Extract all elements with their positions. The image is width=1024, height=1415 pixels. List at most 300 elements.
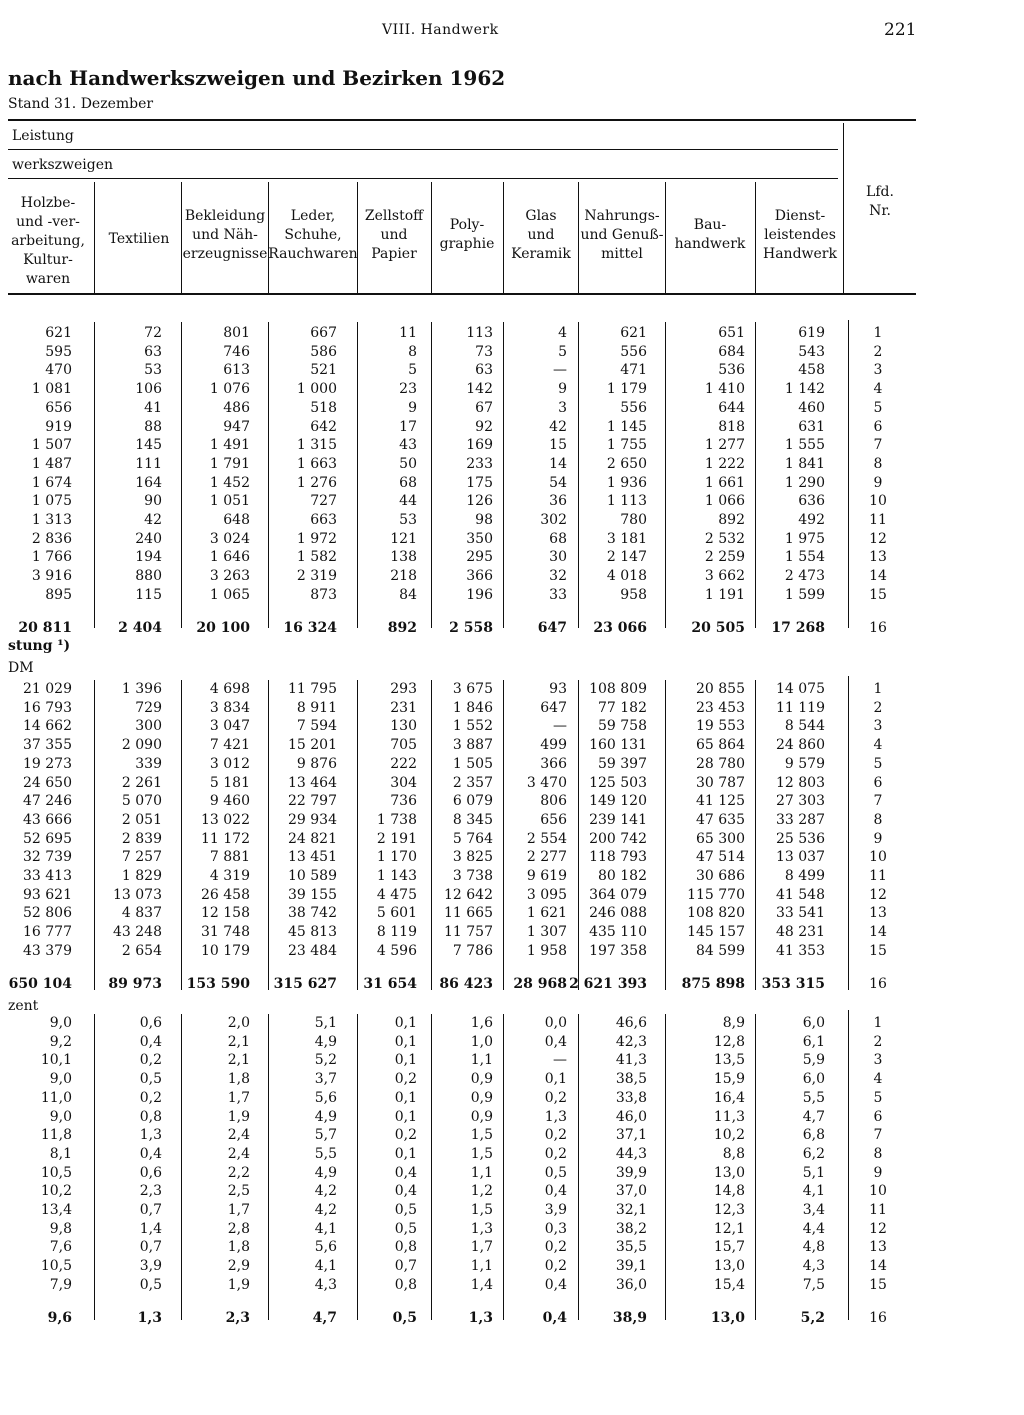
table-cell: 121	[390, 531, 417, 547]
table-cell: 1 143	[376, 868, 417, 884]
table-cell: 492	[798, 512, 825, 528]
table-row	[0, 474, 1024, 493]
column-header	[175, 207, 275, 264]
table-cell: 29 934	[288, 812, 337, 828]
table-cell: 0,6	[139, 1015, 162, 1031]
table-cell: 9,6	[47, 1310, 72, 1326]
table-cell: 919	[45, 419, 72, 435]
table-cell: 14	[549, 456, 567, 472]
table-cell: 13 037	[776, 849, 825, 865]
table-cell: 486	[223, 400, 250, 416]
table-cell: 1,7	[227, 1090, 250, 1106]
table-cell: 38,5	[615, 1071, 647, 1087]
table-cell: 9 876	[296, 756, 337, 772]
table-cell: 35,5	[615, 1239, 647, 1255]
table-cell: 218	[390, 568, 417, 584]
table-cell: 130	[390, 718, 417, 734]
table-row	[0, 1033, 1024, 1052]
row-number: 1	[873, 325, 883, 341]
table-cell: 11,0	[40, 1090, 72, 1106]
table-cell: 1,1	[470, 1165, 493, 1181]
table-cell: 13 451	[288, 849, 337, 865]
table-row	[0, 699, 1024, 718]
table-cell: 339	[135, 756, 162, 772]
table-cell: 586	[310, 344, 337, 360]
row-number: 9	[873, 475, 883, 491]
table-cell: 895	[45, 587, 72, 603]
table-cell: 142	[466, 381, 493, 397]
table-cell: 8 911	[296, 700, 337, 716]
table-cell: 8 544	[784, 718, 825, 734]
table-cell: 43 666	[23, 812, 72, 828]
table-row	[0, 455, 1024, 474]
table-cell: 63	[475, 362, 493, 378]
table-row	[0, 904, 1024, 923]
table-cell: 873	[310, 587, 337, 603]
table-cell: 727	[310, 493, 337, 509]
table-row	[0, 1238, 1024, 1257]
table-cell: 0,2	[394, 1127, 417, 1143]
table-cell: 3 095	[526, 887, 567, 903]
table-cell: 86 423	[439, 976, 493, 992]
table-cell: 5 601	[376, 905, 417, 921]
table-cell: 44,3	[615, 1146, 647, 1162]
table-cell: 10 179	[201, 943, 250, 959]
table-cell: 1 972	[296, 531, 337, 547]
table-cell: 0,7	[139, 1239, 162, 1255]
table-cell: 0,1	[394, 1015, 417, 1031]
table-cell: 0,9	[470, 1090, 493, 1106]
column-header-line: Holzbe-	[20, 195, 76, 211]
table-cell: 30 787	[696, 775, 745, 791]
table-cell: 233	[466, 456, 493, 472]
table-cell: 10,2	[40, 1183, 72, 1199]
table-cell: 1 755	[606, 437, 647, 453]
table-cell: 72	[144, 325, 162, 341]
table-cell: 1,6	[470, 1015, 493, 1031]
table-cell: 15,4	[713, 1277, 745, 1293]
table-row	[0, 886, 1024, 905]
table-cell: 2 261	[121, 775, 162, 791]
table-cell: 0,5	[394, 1221, 417, 1237]
table-cell: 43 248	[113, 924, 162, 940]
table-cell: 138	[390, 549, 417, 565]
column-header-line: Glas	[525, 208, 557, 224]
table-cell: 5,5	[802, 1090, 825, 1106]
table-cell: 1 277	[704, 437, 745, 453]
table-cell: 42	[549, 419, 567, 435]
table-title: nach Handwerkszweigen und Bezirken 1962	[8, 66, 506, 90]
table-cell: 644	[718, 400, 745, 416]
table-cell: 2 051	[121, 812, 162, 828]
table-cell: 2 259	[704, 549, 745, 565]
table-cell: 24 650	[23, 775, 72, 791]
table-cell: 0,4	[139, 1146, 162, 1162]
table-cell: 36,0	[615, 1277, 647, 1293]
table-row	[0, 923, 1024, 942]
table-cell: 5,2	[800, 1310, 825, 1326]
table-cell: 0,9	[470, 1071, 493, 1087]
table-cell: 39,9	[615, 1165, 647, 1181]
column-header-line: Bekleidung	[184, 208, 266, 224]
column-header-line: graphie	[439, 236, 495, 252]
table-cell: 4,4	[802, 1221, 825, 1237]
row-number: 15	[869, 1277, 887, 1293]
table-cell: 736	[390, 793, 417, 809]
table-cell: 153 590	[186, 976, 250, 992]
table-cell: 6,0	[802, 1071, 825, 1087]
table-cell: 7 786	[452, 943, 493, 959]
table-cell: 0,2	[544, 1127, 567, 1143]
table-cell: 5,2	[314, 1052, 337, 1068]
table-cell: 621	[45, 325, 72, 341]
column-header-line: arbeitung,	[11, 233, 85, 249]
table-cell: 11,8	[40, 1127, 72, 1143]
table-cell: 9,0	[49, 1015, 72, 1031]
table-cell: 15 201	[288, 737, 337, 753]
column-header-line: und	[527, 227, 555, 243]
table-cell: 42,3	[615, 1034, 647, 1050]
table-row	[0, 1108, 1024, 1127]
table-cell: 5 764	[452, 831, 493, 847]
table-row	[0, 1164, 1024, 1183]
table-cell: 19 553	[696, 718, 745, 734]
table-cell: 556	[620, 344, 647, 360]
row-number: 10	[869, 849, 887, 865]
table-cell: 619	[798, 325, 825, 341]
table-cell: 231	[390, 700, 417, 716]
table-cell: 6,8	[802, 1127, 825, 1143]
table-row	[0, 1276, 1024, 1295]
table-cell: 1 552	[452, 718, 493, 734]
table-cell: 2,8	[227, 1221, 250, 1237]
table-cell: 93	[549, 681, 567, 697]
table-cell: 2,2	[227, 1165, 250, 1181]
table-cell: 0,8	[394, 1277, 417, 1293]
table-row	[0, 1145, 1024, 1164]
table-cell: 23 453	[696, 700, 745, 716]
table-cell: 6,0	[802, 1015, 825, 1031]
table-cell: 0,3	[544, 1221, 567, 1237]
table-cell: 38,9	[612, 1310, 647, 1326]
table-cell: 23 066	[593, 620, 647, 636]
row-number: 2	[873, 344, 883, 360]
table-cell: 0,1	[394, 1109, 417, 1125]
table-cell: 39,1	[615, 1258, 647, 1274]
table-cell: 1 051	[209, 493, 250, 509]
table-cell: 46,0	[615, 1109, 647, 1125]
table-cell: 1 958	[526, 943, 567, 959]
table-row	[0, 867, 1024, 886]
table-cell: 20 100	[196, 620, 250, 636]
table-cell: 304	[390, 775, 417, 791]
table-cell: 460	[798, 400, 825, 416]
row-number: 14	[869, 924, 887, 940]
table-cell: 1,1	[470, 1052, 493, 1068]
row-number: 1	[873, 681, 883, 697]
table-cell: 647	[537, 620, 567, 636]
column-header-line: Keramik	[511, 246, 571, 262]
row-number: 8	[873, 456, 883, 472]
table-cell: 0,5	[139, 1071, 162, 1087]
table-cell: 45 813	[288, 924, 337, 940]
table-cell: 1,8	[227, 1071, 250, 1087]
group-label-leistung: Leistung	[12, 128, 74, 144]
table-cell: 2,1	[227, 1052, 250, 1068]
table-row	[0, 380, 1024, 399]
table-cell: 8 345	[452, 812, 493, 828]
table-cell: 642	[310, 419, 337, 435]
row-number: 2	[873, 1034, 883, 1050]
table-cell: 3	[558, 400, 567, 416]
table-subtitle: Stand 31. Dezember	[8, 96, 154, 112]
table-cell: 0,4	[394, 1165, 417, 1181]
table-cell: 28 780	[696, 756, 745, 772]
table-cell: 1 582	[296, 549, 337, 565]
table-row	[0, 1014, 1024, 1033]
row-number: 3	[873, 1052, 883, 1068]
table-row	[0, 1257, 1024, 1276]
table-cell: 7,6	[49, 1239, 72, 1255]
table-cell: 746	[223, 344, 250, 360]
table-cell: 2 621 393	[569, 976, 647, 992]
column-header-line: Dienst-	[774, 208, 826, 224]
table-cell: 1,1	[470, 1258, 493, 1274]
table-cell: 5,1	[314, 1015, 337, 1031]
table-cell: 1 307	[526, 924, 567, 940]
table-cell: 10,5	[40, 1258, 72, 1274]
table-cell: 24 821	[288, 831, 337, 847]
table-cell: 37,1	[615, 1127, 647, 1143]
table-row	[0, 399, 1024, 418]
table-cell: 1 661	[704, 475, 745, 491]
table-cell: 16,4	[713, 1090, 745, 1106]
table-cell: 780	[620, 512, 647, 528]
table-cell: 16 793	[23, 700, 72, 716]
table-cell: 471	[620, 362, 647, 378]
row-number: 1	[873, 1015, 883, 1031]
table-cell: 1 170	[376, 849, 417, 865]
table-cell: 1 766	[31, 549, 72, 565]
row-number: 12	[869, 1221, 887, 1237]
table-cell: 1 276	[296, 475, 337, 491]
row-number: 13	[869, 1239, 887, 1255]
column-header-line: waren	[25, 271, 71, 287]
table-cell: 23 484	[288, 943, 337, 959]
table-cell: 4,1	[314, 1258, 337, 1274]
table-cell: 42	[144, 512, 162, 528]
row-number: 12	[869, 887, 887, 903]
table-cell: 5,6	[314, 1239, 337, 1255]
table-cell: 5	[558, 344, 567, 360]
total-row	[0, 975, 1024, 994]
table-cell: 26 458	[201, 887, 250, 903]
table-cell: 30	[549, 549, 567, 565]
table-cell: 350	[466, 531, 493, 547]
row-number: 7	[873, 437, 883, 453]
table-cell: 11 757	[444, 924, 493, 940]
table-cell: 90	[144, 493, 162, 509]
table-cell: 15,9	[713, 1071, 745, 1087]
table-cell: 5,1	[802, 1165, 825, 1181]
table-cell: 293	[390, 681, 417, 697]
table-cell: 0,4	[544, 1277, 567, 1293]
column-header-line: Nr.	[869, 203, 891, 219]
table-cell: 6,1	[802, 1034, 825, 1050]
table-row	[0, 1126, 1024, 1145]
table-cell: 15	[549, 437, 567, 453]
row-number: 11	[869, 1202, 887, 1218]
table-cell: 13,0	[713, 1165, 745, 1181]
table-cell: 4,3	[802, 1258, 825, 1274]
table-cell: 84 599	[696, 943, 745, 959]
row-number: 11	[869, 868, 887, 884]
table-cell: 1 142	[784, 381, 825, 397]
table-cell: 11 172	[201, 831, 250, 847]
row-number: 15	[869, 943, 887, 959]
table-cell: 92	[475, 419, 493, 435]
table-cell: 12 642	[444, 887, 493, 903]
table-cell: 14 075	[776, 681, 825, 697]
table-cell: 1,5	[470, 1127, 493, 1143]
table-cell: 11 795	[288, 681, 337, 697]
table-cell: 37 355	[23, 737, 72, 753]
column-header-line: und Genuß-	[580, 227, 664, 243]
table-cell: 7,5	[802, 1277, 825, 1293]
table-cell: 59 758	[598, 718, 647, 734]
table-cell: 8 119	[376, 924, 417, 940]
table-cell: 3 738	[452, 868, 493, 884]
row-number: 15	[869, 587, 887, 603]
table-cell: 22 797	[288, 793, 337, 809]
table-cell: 5,5	[314, 1146, 337, 1162]
table-cell: 20 855	[696, 681, 745, 697]
table-cell: 656	[540, 812, 567, 828]
table-cell: 302	[540, 512, 567, 528]
table-cell: 2,4	[227, 1146, 250, 1162]
table-cell: 1 191	[704, 587, 745, 603]
table-cell: 47 514	[696, 849, 745, 865]
table-cell: 6 079	[452, 793, 493, 809]
table-cell: 10,2	[713, 1127, 745, 1143]
table-cell: 3 263	[209, 568, 250, 584]
row-number: 11	[869, 512, 887, 528]
total-row	[0, 1309, 1024, 1328]
table-cell: 1 076	[209, 381, 250, 397]
table-cell: 14,8	[713, 1183, 745, 1199]
table-cell: 1 505	[452, 756, 493, 772]
table-cell: 52 695	[23, 831, 72, 847]
table-cell: 1 674	[31, 475, 72, 491]
table-cell: 77 182	[598, 700, 647, 716]
table-cell: 2 357	[452, 775, 493, 791]
table-cell: 19 273	[23, 756, 72, 772]
table-row	[0, 755, 1024, 774]
table-cell: 0,4	[544, 1183, 567, 1199]
column-header-line: Bau-	[693, 217, 727, 233]
table-cell: 656	[45, 400, 72, 416]
table-cell: 9 579	[784, 756, 825, 772]
table-cell: 43 379	[23, 943, 72, 959]
table-cell: 0,4	[542, 1310, 567, 1326]
table-cell: 14 662	[23, 718, 72, 734]
table-cell: 2 554	[526, 831, 567, 847]
table-cell: 1,3	[544, 1109, 567, 1125]
table-cell: 875 898	[681, 976, 745, 992]
row-number: 9	[873, 831, 883, 847]
table-cell: 98	[475, 512, 493, 528]
table-cell: 200 742	[589, 831, 647, 847]
table-cell: 13,4	[40, 1202, 72, 1218]
table-cell: 9 619	[526, 868, 567, 884]
table-cell: 27 303	[776, 793, 825, 809]
table-cell: 300	[135, 718, 162, 734]
table-cell: 12 158	[201, 905, 250, 921]
table-cell: 12,3	[713, 1202, 745, 1218]
table-cell: 239 141	[589, 812, 647, 828]
table-cell: 8,9	[722, 1015, 745, 1031]
table-cell: 1,8	[227, 1239, 250, 1255]
table-cell: 1 791	[209, 456, 250, 472]
table-cell: 108 820	[687, 905, 745, 921]
row-number: 3	[873, 718, 883, 734]
table-row	[0, 511, 1024, 530]
table-cell: 52 806	[23, 905, 72, 921]
table-row	[0, 848, 1024, 867]
table-cell: 1,5	[470, 1146, 493, 1162]
row-number: 16	[869, 1310, 887, 1326]
table-cell: 1 452	[209, 475, 250, 491]
column-header-line: handwerk	[674, 236, 746, 252]
table-cell: 1,7	[470, 1239, 493, 1255]
table-cell: 38 742	[288, 905, 337, 921]
column-header-line: Zellstoff	[364, 208, 424, 224]
table-cell: 4,1	[314, 1221, 337, 1237]
table-cell: 3 825	[452, 849, 493, 865]
table-cell: 2 404	[118, 620, 162, 636]
table-cell: 806	[540, 793, 567, 809]
table-cell: 1,4	[139, 1221, 162, 1237]
table-cell: 4,9	[314, 1034, 337, 1050]
table-cell: 4,3	[314, 1277, 337, 1293]
column-header-line: Nahrungs-	[584, 208, 660, 224]
table-cell: 0,4	[139, 1034, 162, 1050]
table-cell: 41	[144, 400, 162, 416]
table-cell: 6,2	[802, 1146, 825, 1162]
table-cell: 0,8	[394, 1239, 417, 1255]
column-header-line: Handwerk	[763, 246, 837, 262]
table-cell: 4,2	[314, 1202, 337, 1218]
row-number: 14	[869, 568, 887, 584]
table-cell: 1 113	[606, 493, 647, 509]
table-cell: 24 860	[776, 737, 825, 753]
table-cell: 1 507	[31, 437, 72, 453]
table-cell: 2 319	[296, 568, 337, 584]
table-cell: 4,8	[802, 1239, 825, 1255]
table-cell: 149 120	[589, 793, 647, 809]
table-cell: 3 834	[209, 700, 250, 716]
table-cell: 118 793	[589, 849, 647, 865]
table-cell: 1,0	[470, 1034, 493, 1050]
table-cell: 240	[135, 531, 162, 547]
table-cell: 4 837	[121, 905, 162, 921]
table-cell: 880	[135, 568, 162, 584]
row-number: 8	[873, 812, 883, 828]
table-cell: 4	[558, 325, 567, 341]
top-rule	[8, 119, 916, 121]
table-cell: 31 748	[201, 924, 250, 940]
section-label: stung ¹)	[8, 638, 71, 654]
